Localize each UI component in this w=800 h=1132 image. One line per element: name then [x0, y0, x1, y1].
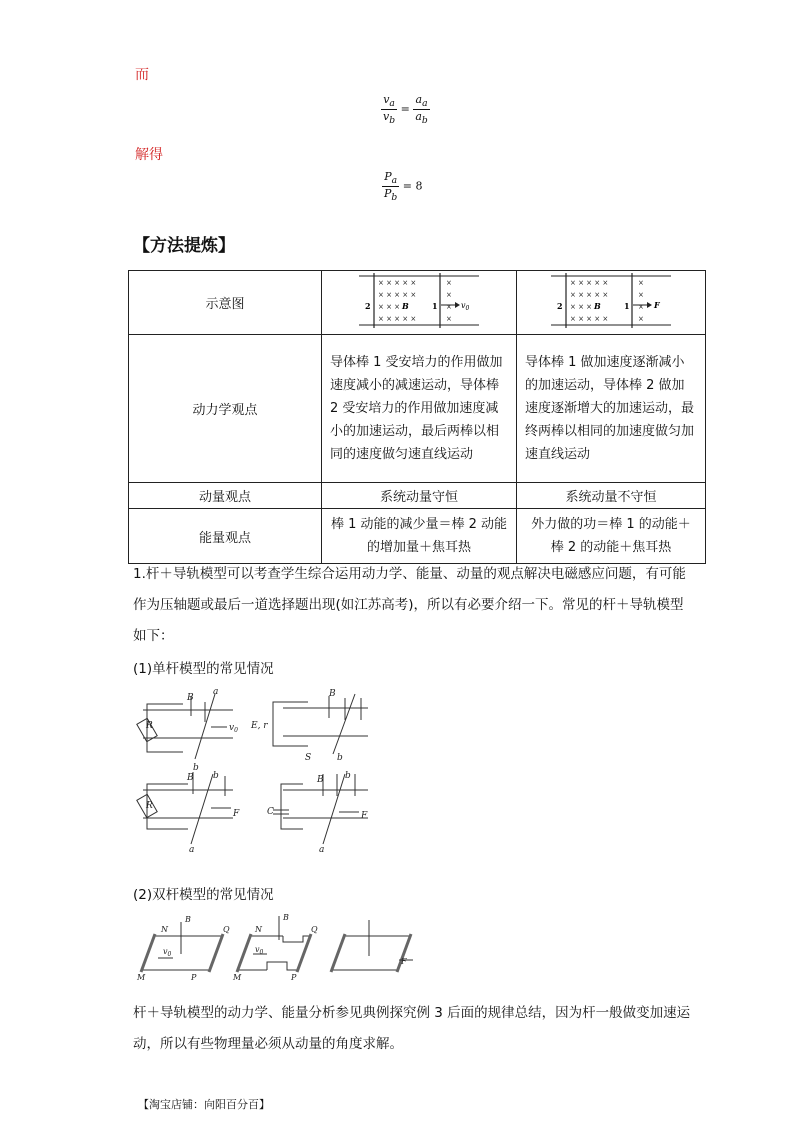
svg-text:2: 2 [557, 300, 563, 311]
svg-text:b: b [213, 771, 219, 781]
svg-text:B: B [329, 689, 336, 699]
svg-text:B: B [594, 300, 601, 311]
diagram-cell-2 [517, 271, 706, 335]
single-rod-figures [133, 684, 383, 860]
svg-text:E, r: E, r [251, 721, 268, 731]
svg-text:R: R [146, 721, 153, 731]
text-jiede: 解得 [135, 147, 163, 163]
svg-text:P: P [291, 973, 297, 982]
svg-text:×: × [638, 290, 644, 299]
svg-text:×: × [638, 278, 644, 287]
section-title: 【方法提炼】 [133, 236, 235, 256]
svg-text:×: × [638, 302, 644, 311]
svg-text:a: a [213, 687, 219, 697]
svg-text:×: × [446, 314, 452, 323]
svg-text:b: b [193, 763, 199, 773]
svg-text:× × × × ×: × × × × × [570, 314, 609, 323]
diagram-cell-1 [322, 271, 517, 335]
row-label: 动力学观点 [129, 335, 322, 483]
svg-text:× × × × ×: × × × × × [570, 278, 609, 287]
table-cell: 系统动量不守恒 [517, 483, 706, 509]
svg-text:v0: $v_0$ [255, 945, 264, 956]
table-cell: 外力做的功＝棒 1 的动能＋棒 2 的动能＋焦耳热 [517, 509, 706, 564]
svg-text:Q: Q [223, 925, 230, 934]
label-double-rod: (2)双杆模型的常见情况 [133, 887, 274, 903]
svg-text:v0: $v_0$ [461, 300, 470, 312]
svg-text:a: a [319, 845, 325, 855]
svg-text:B: B [283, 913, 289, 922]
paragraph-intro: 1.杆＋导轨模型可以考查学生综合运用动力学、能量、动量的观点解决电磁感应问题，有可能作为压轴题或最后一道选择题出现(如江苏高考)，所以有必要介绍一下。常见的杆＋导轨模型如下： [133, 566, 686, 644]
svg-text:v0: $v_0$ [229, 723, 238, 734]
svg-text:1: 1 [624, 300, 630, 311]
label-single-rod: (1)单杆模型的常见情况 [133, 661, 274, 677]
svg-text:B: B [185, 915, 191, 924]
table-row [129, 335, 706, 483]
svg-text:B: B [317, 775, 324, 785]
formula-velocity-ratio: $\frac{v_a}{v_b}$ = $\frac{a_a}{a_b}$ [383, 93, 428, 127]
svg-text:Q: Q [311, 925, 318, 934]
formula-p-ratio: $\frac{P_a}{P_b}$ = 8 [384, 170, 423, 204]
svg-text:B: B [402, 300, 409, 311]
svg-text:× × × × ×: × × × × × [378, 314, 417, 323]
svg-text:B: B [187, 773, 194, 783]
svg-text:× × × × ×: × × × × × [378, 290, 417, 299]
svg-text:2: 2 [365, 300, 371, 311]
svg-text:R: R [146, 801, 153, 811]
svg-text:C: C [267, 807, 274, 817]
table-cell: 系统动量守恒 [322, 483, 517, 509]
svg-text:×: × [446, 290, 452, 299]
svg-text:M: M [137, 973, 146, 982]
footer-shop: 【淘宝店铺：向阳百分百】 [138, 1098, 270, 1111]
table-row [129, 483, 706, 509]
svg-text:× × ×: × × × [570, 302, 593, 311]
svg-text:F: F [233, 809, 240, 819]
two-rod-diagram-velocity [354, 273, 484, 329]
svg-text:F: F [401, 957, 407, 966]
svg-text:P: P [191, 973, 197, 982]
svg-text:×: × [446, 302, 452, 311]
text-er: 而 [135, 67, 149, 83]
svg-text:F: F [361, 811, 368, 821]
svg-text:×: × [638, 314, 644, 323]
svg-text:N: N [255, 925, 262, 934]
double-rod-figures [133, 912, 423, 984]
svg-text:× × × × ×: × × × × × [378, 278, 417, 287]
svg-text:S: S [305, 753, 312, 763]
row-label: 示意图 [129, 271, 322, 335]
svg-text:F: F [654, 299, 660, 310]
svg-text:M: M [233, 973, 242, 982]
table-row [129, 509, 706, 564]
table-cell: 导体棒 1 做加速度逐渐减小的加速运动，导体棒 2 做加速度逐渐增大的加速运动，最终两棒以相同的加速度做匀加速直线运动 [517, 335, 706, 483]
table-cell: 棒 1 动能的减少量＝棒 2 动能的增加量＋焦耳热 [322, 509, 517, 564]
svg-text:×: × [446, 278, 452, 287]
paragraph-analysis: 杆＋导轨模型的动力学、能量分析参见典例探究例 3 后面的规律总结，因为杆一般做变加速运动，所以有些物理量必须从动量的角度求解。 [133, 1005, 691, 1052]
svg-text:b: b [345, 771, 351, 781]
summary-table [128, 270, 706, 564]
svg-text:a: a [189, 845, 195, 855]
svg-text:b: b [337, 753, 343, 763]
svg-text:B: B [187, 693, 194, 703]
row-label: 动量观点 [129, 483, 322, 509]
svg-text:1: 1 [432, 300, 438, 311]
table-cell: 导体棒 1 受安培力的作用做加速度减小的减速运动，导体棒 2 受安培力的作用做加速度减小的加速运动，最后两棒以相同的速度做匀速直线运动 [322, 335, 517, 483]
svg-text:× × ×: × × × [378, 302, 401, 311]
row-label: 能量观点 [129, 509, 322, 564]
svg-text:N: N [161, 925, 168, 934]
svg-text:× × × × ×: × × × × × [570, 290, 609, 299]
two-rod-diagram-force [546, 273, 676, 329]
table-row [129, 271, 706, 335]
svg-text:v0: $v_0$ [163, 947, 172, 958]
